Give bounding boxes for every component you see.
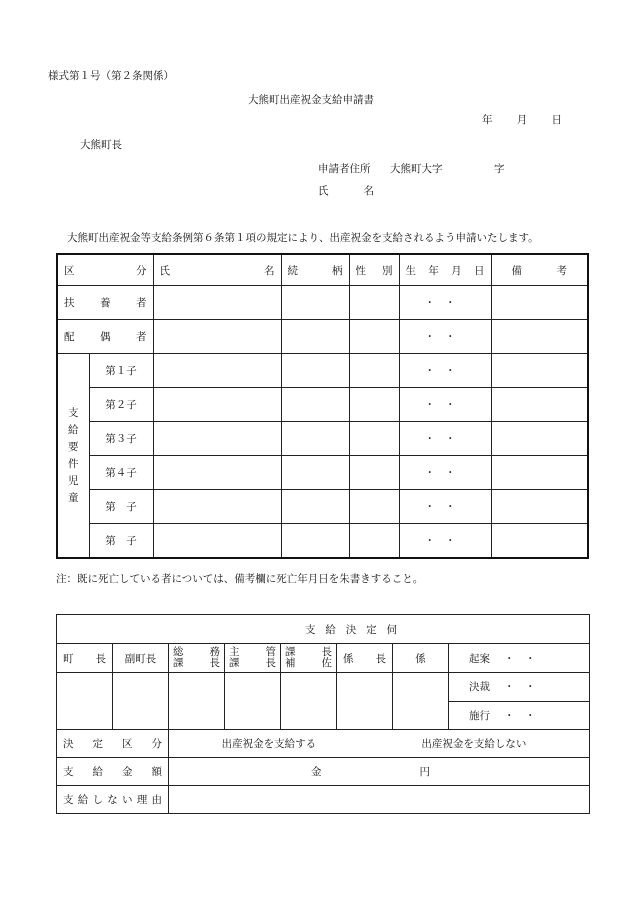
option-no-pay[interactable]: 出産祝金を支給しない xyxy=(421,738,527,750)
form-number: 様式第１号（第２条関係） xyxy=(48,70,174,82)
applicant-address-label: 申請者住所 xyxy=(318,163,371,175)
date-month-label: 月 xyxy=(516,114,528,126)
family-table xyxy=(56,253,589,559)
amount-row: 支 給 金 額 金 円 xyxy=(57,758,590,786)
applicant-name-label: 氏 名 xyxy=(318,185,374,197)
decision-table xyxy=(56,614,590,814)
table-row-child-4: 第 ４子 ・・ xyxy=(57,456,588,490)
addressee: 大熊町長 xyxy=(80,139,122,151)
dependent-name-field[interactable] xyxy=(153,286,281,320)
date-day-label: 日 xyxy=(551,114,562,126)
decision-title-row: 支 給 決 定 伺 xyxy=(57,615,590,644)
table-row-child-3: 第 ３子 ・・ xyxy=(57,422,588,456)
mayor-stamp-box[interactable] xyxy=(57,673,113,730)
spouse-name-field[interactable] xyxy=(153,320,281,354)
amount-field[interactable]: 金 円 xyxy=(169,758,590,786)
no-pay-reason-row: 支 給 し な い 理 由 xyxy=(57,786,590,814)
date-line xyxy=(482,112,562,127)
approver-header-row: 町 長 副町長 総 務 課 長 主 管 課 長 課 長 補 佐 係 長 係 起案 ・ ・ xyxy=(57,644,590,673)
eligible-child-label: 支 給 要 件 児 童 xyxy=(57,354,89,559)
spouse-birth-field[interactable]: ・・ xyxy=(399,320,491,354)
dependent-birth-field[interactable]: ・・ xyxy=(399,286,491,320)
approver-stamp-row-2: 施行 ・ ・ xyxy=(57,701,590,730)
option-pay[interactable]: 出産祝金を支給する xyxy=(221,738,317,750)
table-row-child-2: 第 ２子 ・・ xyxy=(57,388,588,422)
applicant-address-value: 大熊町大字 xyxy=(390,163,443,175)
table-row-dependent: 扶 養 者 ・・ xyxy=(57,286,588,320)
decision-category-row: 決 定 区 分 出産祝金を支給する 出産祝金を支給しない xyxy=(57,730,590,758)
table-header-row: 区 分 氏 名 続 柄 性 別 生 年 月 日 備 考 xyxy=(57,254,588,286)
table-row-child-6: 第 子 ・・ xyxy=(57,524,588,559)
table-row-child-5: 第 子 ・・ xyxy=(57,490,588,524)
approver-stamp-row-1: 決裁 ・ ・ xyxy=(57,673,590,702)
deputy-mayor-stamp-box[interactable] xyxy=(113,673,169,730)
no-pay-reason-field[interactable] xyxy=(169,786,590,814)
note-text: 注：既に死亡している者については、備考欄に死亡年月日を朱書きすること。 xyxy=(56,573,424,585)
table-row-spouse: 配 偶 者 ・・ xyxy=(57,320,588,354)
application-statement: 大熊町出産祝金等支給条例第６条第１項の規定により、出産祝金を支給されるよう申請いたします。 xyxy=(67,232,539,244)
date-year-label: 年 xyxy=(482,114,493,126)
page-title: 大熊町出産祝金支給申請書 xyxy=(248,94,374,106)
applicant-address-aza: 字 xyxy=(494,163,505,175)
table-row-child-1: 支 給 要 件 児 童 第 １子 ・・ xyxy=(57,354,588,388)
